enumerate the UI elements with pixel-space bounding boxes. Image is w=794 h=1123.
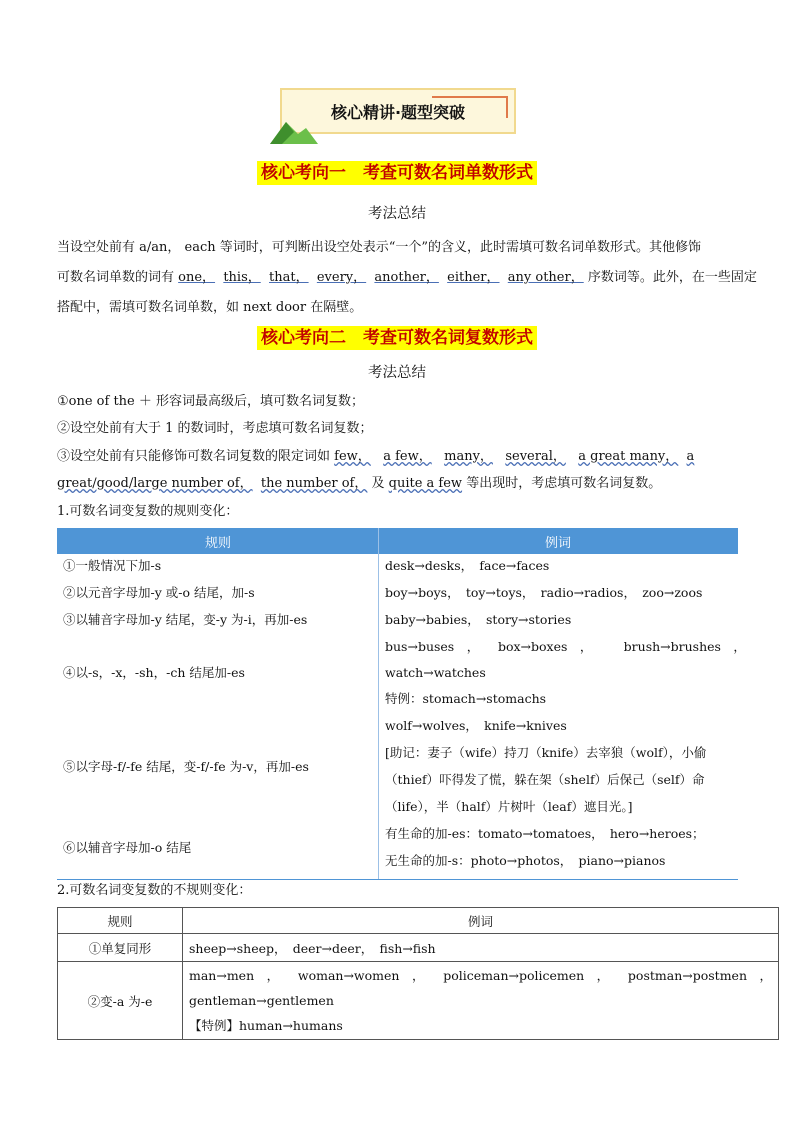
word-few: few， [334,449,371,464]
table1-example: boy→boys， toy→toys， radio→radios， zoo→zoos [385,585,703,600]
table2-caption: 2.可数名词变复数的不规则变化： [57,883,252,898]
section2-subheading-wrap [0,361,794,382]
table1-example: [助记：妻子（wife）持刀（knife）去宰狼（wolf），小偷 [385,745,707,760]
section1-subheading-wrap [0,202,794,223]
table2 [57,907,779,1040]
table1-example: desk→desks， face→faces [385,558,550,573]
table1-example: 有生命的加-es：tomato→tomatoes， hero→heroes； [385,826,705,841]
table2-example: sheep→sheep， deer→deer， fish→fish [183,934,779,962]
word-quite-a-few: quite a few [388,476,463,491]
word-any-other: any other， [507,270,584,285]
section1-line-b [57,263,757,293]
section1-paragraph [57,233,757,323]
table1-header-example: 例词 [545,536,572,551]
table1-caption: 1.可数名词变复数的规则变化： [57,504,239,519]
section1-heading: 核心考向一 考查可数名词单数形式 [257,161,537,185]
table1-example: baby→babies， story→stories [385,612,572,627]
table1-header [57,528,738,554]
table1-rule: ②以元音字母加-y 或-o 结尾，加-s [63,585,255,600]
section1-line-a: 当设空处前有 a/an， each 等词时，可判断出设空处表示“一个”的含义，此时需填可数名词单数形式。其他修饰 [57,240,702,255]
table-row [58,962,779,1040]
word-great-number-of: great/good/large number of， [57,476,253,491]
table1-rule: ⑥以辅音字母加-o 结尾 [63,840,192,855]
section2-heading: 核心考向二 考查可数名词复数形式 [257,326,537,350]
table2-example: gentleman→gentlemen [189,993,334,1008]
table1-rule: ①一般情况下加-s [63,558,162,573]
table2-header-rule: 规则 [58,908,183,934]
section1-subheading: 考法总结 [368,206,426,222]
section2-point3-a-text: ③设空处前有只能修饰可数名词复数的限定词如 [57,449,331,464]
section2-heading-wrap [0,327,794,349]
word-several: several， [505,449,566,464]
table1-example: （life），半（half）片树叶（leaf）遮目光。] [385,799,633,814]
word-another: another， [374,270,439,285]
table1-example: wolf→wolves， knife→knives [385,718,567,733]
table2-example-cell [183,962,779,1040]
word-a: a [686,449,695,464]
table2-header-row [58,908,779,934]
word-a-great-many: a great many， [578,449,679,464]
word-one: one， [178,270,216,285]
section2-point3-b-mid: 及 [367,476,389,491]
word-every: every， [316,270,367,285]
section1-line-c: 搭配中，需填可数名词单数，如 next door 在隔壁。 [57,300,363,315]
table1-example: watch→watches [385,665,486,680]
word-many: many， [444,449,493,464]
table1-column-divider [378,528,379,880]
section1-heading-wrap [0,162,794,184]
table1-example: 无生命的加-s：photo→photos， piano→pianos [385,853,666,868]
table1-example: （thief）吓得发了慌，躲在架（shelf）后保己（self）命 [385,772,705,787]
table1-rule: ④以-s，-x，-sh，-ch 结尾加-es [63,665,245,680]
word-the-number-of: the number of， [260,476,368,491]
table2-rule: ②变-a 为-e [58,962,183,1040]
section2-point1: ①one of the ＋ 形容词最高级后，填可数名词复数； [57,394,365,409]
word-this: this， [223,270,261,285]
section2-point2: ②设空处前有大于 1 的数词时，考虑填可数名词复数； [57,421,373,436]
table2-example: man→men ， woman→women ， policeman→policemen ， postman→postmen ， [189,968,772,983]
section2-point3-b [57,470,661,497]
section1-line-b-pre: 可数名词单数的词有 [57,270,179,285]
table1-header-rule: 规则 [205,536,232,551]
table2-header-example: 例词 [183,908,779,934]
table-row [58,934,779,962]
word-that: that， [269,270,309,285]
table1-example: bus→buses ， box→boxes ， brush→brushes ， [385,639,746,654]
section2-point3-a [57,443,738,470]
table2-example: 【特例】human→humans [189,1018,343,1033]
table2-rule: ①单复同形 [58,934,183,962]
section2-point3-b-post: 等出现时，考虑填可数名词复数。 [462,476,662,491]
section2-subheading: 考法总结 [368,365,426,381]
table1-example: 特例：stomach→stomachs [385,691,547,706]
table1-rule: ⑤以字母-f/-fe 结尾，变-f/-fe 为-v，再加-es [63,759,309,774]
banner-title: 核心精讲·题型突破 [330,103,466,122]
banner-accent-line [432,96,508,98]
word-a-few: a few， [383,449,432,464]
word-either: either， [447,270,500,285]
section1-line-b-post: 序数词等。此外，在一些固定 [583,270,757,285]
table1-rule: ③以辅音字母加-y 结尾，变-y 为-i，再加-es [63,612,308,627]
